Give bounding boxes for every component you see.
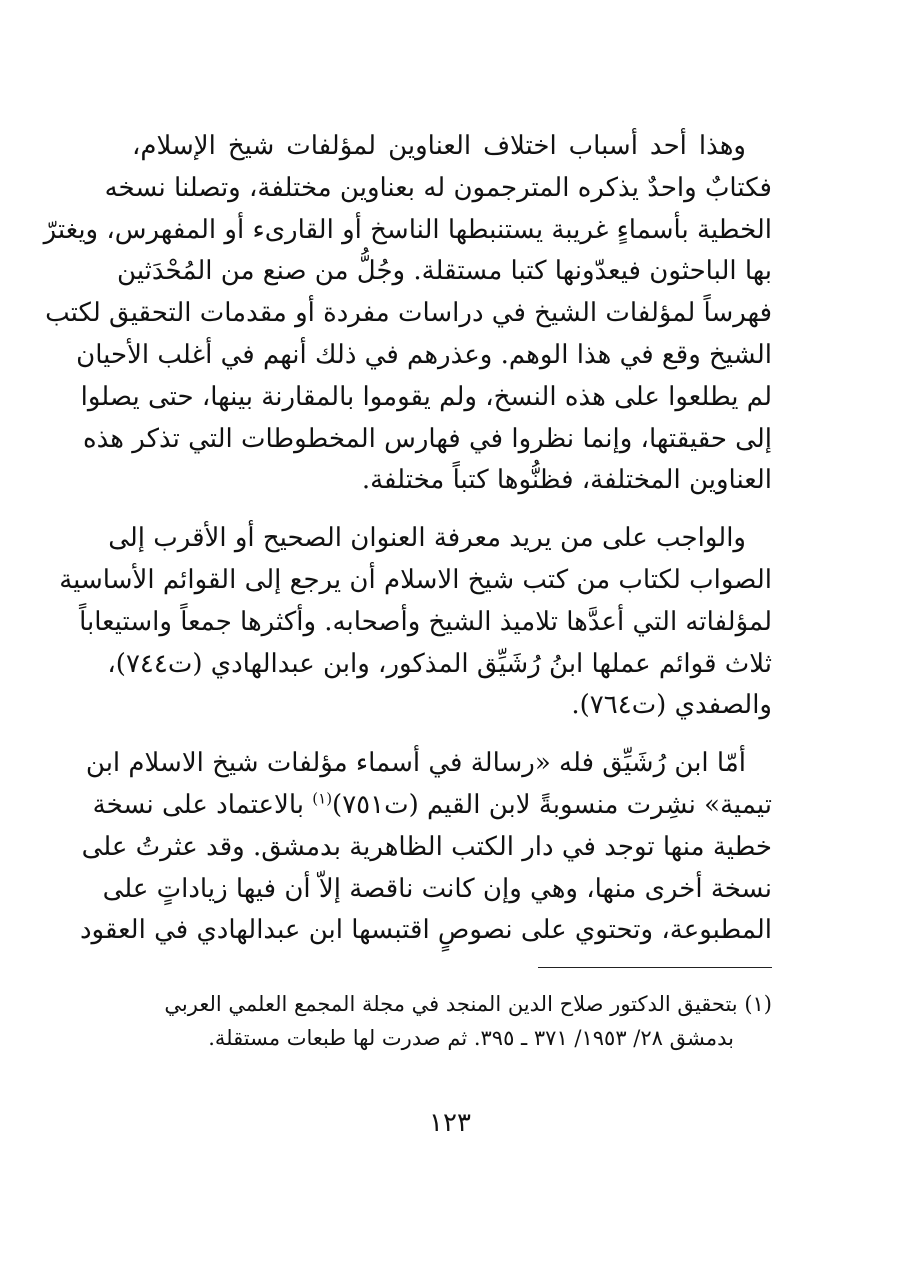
footnote-line: (١) بتحقيق الدكتور صلاح الدين المنجد في مجلة المجمع العلمي العربي	[164, 992, 772, 1016]
text-line: بها الباحثون فيعدّونها كتبا مستقلة. وجُلُّ من صنع من المُحْدَثين	[117, 256, 772, 287]
footnote-line: بدمشق ٢٨/ ١٩٥٣/ ٣٧١ ـ ٣٩٥. ثم صدرت لها طبعات مستقلة.	[208, 1026, 734, 1050]
text-line: أمّا ابن رُشَيِّق فله «رسالة في أسماء مؤلفات شيخ الاسلام ابن	[85, 748, 746, 779]
text-line: خطية منها توجد في دار الكتب الظاهرية بدمشق. وقد عثرتُ على	[81, 831, 772, 862]
footnote	[132, 987, 772, 1055]
text-line: وهذا أحد أسباب اختلاف العناوين لمؤلفات شيخ الإسلام،	[132, 131, 746, 161]
text-line: فكتابٌ واحدٌ يذكره المترجمون له بعناوين مختلفة، وتصلنا نسخه	[104, 172, 772, 203]
footnote-separator	[538, 967, 772, 968]
text-line: فهرساً لمؤلفات الشيخ في دراسات مفردة أو مقدمات التحقيق لكتب	[45, 298, 772, 329]
text-line: لمؤلفاته التي أعدَّها تلاميذ الشيخ وأصحابه. وأكثرها جمعاً واستيعاباً	[79, 606, 772, 637]
text-line: الخطية بأسماءٍ غريبة يستنبطها الناسخ أو القارىء أو المفهرس، ويغترّ	[43, 214, 772, 245]
paragraph-3	[79, 743, 772, 952]
text-line: ثلاث قوائم عملها ابنُ رُشَيِّق المذكور، وابن عبدالهادي (ت٧٤٤)،	[107, 648, 772, 679]
text-line: الشيخ وقع في هذا الوهم. وعذرهم في ذلك أنهم في أغلب الأحيان	[76, 339, 772, 370]
text-line: الصواب لكتاب من كتب شيخ الاسلام أن يرجع إلى القوائم الأساسية	[59, 564, 772, 595]
paragraph-2	[59, 518, 772, 727]
text-line: لم يطلعوا على هذه النسخ، ولم يقوموا بالمقارنة بينها، حتى يصلوا	[80, 381, 772, 412]
text-line: والواجب على من يريد معرفة العنوان الصحيح أو الأقرب إلى	[108, 523, 746, 554]
page-number: ١٢٣	[429, 1108, 471, 1138]
page-body	[43, 126, 772, 968]
text-line: إلى حقيقتها، وإنما نظروا في فهارس المخطوطات التي تذكر هذه	[82, 423, 772, 454]
text-line: والصفدي (ت٧٦٤).	[571, 690, 772, 721]
footnote-reference[interactable]: (١)	[312, 789, 333, 808]
text-line: العناوين المختلفة، فظنُّوها كتباً مختلفة.	[361, 465, 772, 496]
paragraph-1	[43, 126, 772, 502]
text-line: نسخة أخرى منها، وهي وإن كانت ناقصة إلاّ أن فيها زياداتٍ على	[102, 873, 772, 904]
text-line: المطبوعة، وتحتوي على نصوصٍ اقتبسها ابن عبدالهادي في العقود	[79, 915, 772, 946]
text-line-with-footnote	[92, 785, 772, 827]
text-segment: بالاعتماد على نسخة	[92, 789, 313, 820]
text-segment: تيمية» نشِرت منسوبةً لابن القيم (ت٧٥١)	[332, 789, 772, 820]
